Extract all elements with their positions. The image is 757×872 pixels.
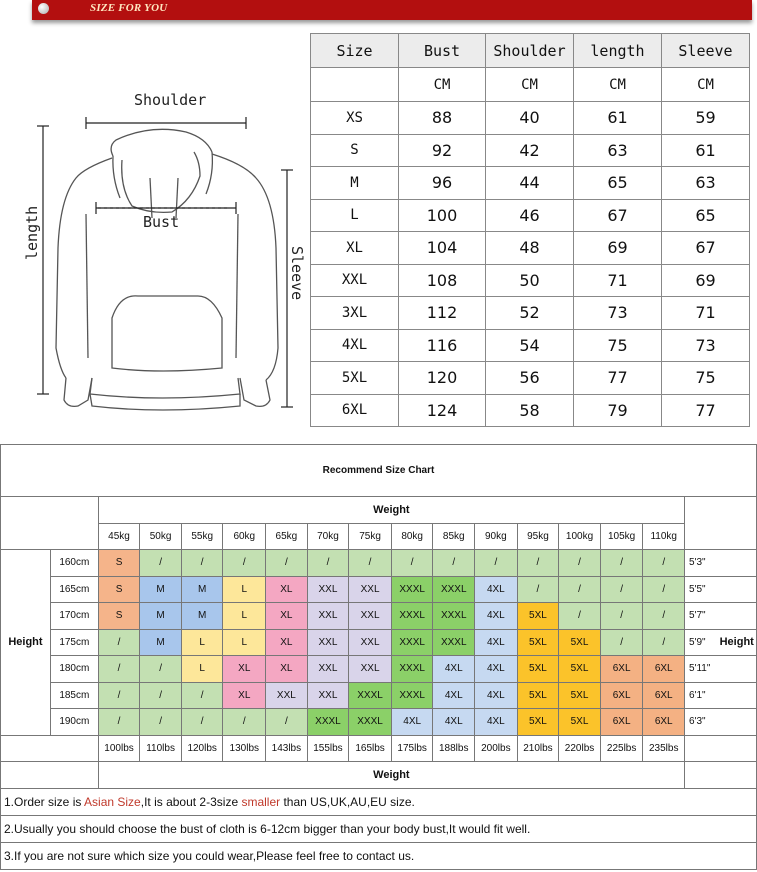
size-recommendation: /	[517, 550, 559, 577]
unit-cell: CM	[574, 68, 662, 102]
size-recommendation: XXL	[266, 682, 308, 709]
measure-cell: 56	[486, 362, 574, 395]
hoodie-diagram	[0, 28, 310, 428]
header-size: Size	[311, 34, 399, 68]
measure-cell: 73	[662, 329, 750, 362]
note-2: 2.Usually you should choose the bust of cloth is 6-12cm bigger than your body bust,It would fit well.	[1, 815, 757, 842]
lbs-footer: 188lbs	[433, 735, 475, 762]
weight-blank	[1, 762, 99, 789]
measure-cell: 40	[486, 102, 574, 135]
size-recommendation: /	[98, 629, 140, 656]
size-recommendation: XXXL	[349, 682, 392, 709]
measure-cell: 65	[574, 167, 662, 200]
size-cell: 6XL	[311, 394, 399, 427]
lbs-footer: 225lbs	[600, 735, 643, 762]
measure-cell: 112	[399, 297, 486, 330]
pin-icon	[38, 3, 49, 14]
size-recommendation: 6XL	[600, 656, 643, 683]
measure-cell: 69	[574, 232, 662, 265]
measure-cell: 108	[399, 264, 486, 297]
size-row	[311, 394, 750, 427]
size-cell: 3XL	[311, 297, 399, 330]
size-recommendation: /	[98, 656, 140, 683]
size-recommendation: /	[223, 709, 266, 736]
size-table	[310, 33, 750, 427]
lbs-footer: 220lbs	[559, 735, 601, 762]
height-ft: 5'5"	[685, 576, 757, 603]
size-recommendation: S	[98, 576, 140, 603]
size-recommendation: /	[559, 576, 601, 603]
size-recommendation: /	[307, 550, 349, 577]
lbs-footer: 235lbs	[643, 735, 685, 762]
size-row	[311, 199, 750, 232]
size-recommendation: /	[98, 682, 140, 709]
lbs-footer: 130lbs	[223, 735, 266, 762]
measure-cell: 100	[399, 199, 486, 232]
size-row	[311, 134, 750, 167]
size-recommendation: XXXL	[349, 709, 392, 736]
size-recommendation: L	[181, 656, 223, 683]
measure-cell: 116	[399, 329, 486, 362]
top-banner	[32, 0, 752, 20]
header-length: length	[574, 34, 662, 68]
size-recommendation: 4XL	[475, 682, 518, 709]
size-recommendation: XXL	[307, 629, 349, 656]
size-recommendation: S	[98, 603, 140, 630]
kg-header: 70kg	[307, 523, 349, 550]
size-recommendation: XXXL	[433, 603, 475, 630]
measure-cell: 96	[399, 167, 486, 200]
size-recommendation: /	[643, 550, 685, 577]
size-recommendation: /	[181, 682, 223, 709]
kg-header: 85kg	[433, 523, 475, 550]
height-row	[1, 603, 757, 630]
size-cell: M	[311, 167, 399, 200]
measure-cell: 63	[574, 134, 662, 167]
kg-header: 80kg	[391, 523, 433, 550]
size-recommendation: 6XL	[600, 709, 643, 736]
size-recommendation: XL	[223, 656, 266, 683]
measure-cell: 75	[574, 329, 662, 362]
header-sleeve: Sleeve	[662, 34, 750, 68]
weight-label-bottom: Weight	[98, 762, 684, 789]
banner-text: SIZE FOR YOU	[90, 2, 168, 14]
size-recommendation: 5XL	[517, 603, 559, 630]
size-recommendation: 4XL	[391, 709, 433, 736]
measure-cell: 61	[574, 102, 662, 135]
shoulder-label: Shoulder	[134, 91, 207, 109]
unit-cell: CM	[486, 68, 574, 102]
size-recommendation: XXXL	[391, 629, 433, 656]
height-row	[1, 682, 757, 709]
height-label-left: Height	[1, 550, 51, 736]
size-recommendation: 4XL	[475, 656, 518, 683]
size-recommendation: /	[266, 550, 308, 577]
size-row	[311, 264, 750, 297]
size-recommendation: /	[266, 709, 308, 736]
measure-cell: 54	[486, 329, 574, 362]
size-recommendation: /	[600, 603, 643, 630]
size-cell: XL	[311, 232, 399, 265]
recommend-table	[0, 444, 757, 870]
size-cell: 5XL	[311, 362, 399, 395]
size-recommendation: /	[181, 550, 223, 577]
size-recommendation: XXL	[307, 656, 349, 683]
size-cell: 4XL	[311, 329, 399, 362]
size-recommendation: /	[600, 576, 643, 603]
measure-cell: 46	[486, 199, 574, 232]
height-cm: 185cm	[50, 682, 98, 709]
size-recommendation: /	[140, 709, 182, 736]
length-label: length	[23, 205, 41, 260]
measure-cell: 79	[574, 394, 662, 427]
size-recommendation: XL	[223, 682, 266, 709]
measure-cell: 42	[486, 134, 574, 167]
measure-cell: 92	[399, 134, 486, 167]
size-recommendation: M	[140, 576, 182, 603]
kg-header: 110kg	[643, 523, 685, 550]
size-recommendation: /	[391, 550, 433, 577]
height-cm: 170cm	[50, 603, 98, 630]
size-recommendation: /	[475, 550, 518, 577]
height-row	[1, 656, 757, 683]
measure-cell: 75	[662, 362, 750, 395]
size-recommendation: M	[140, 603, 182, 630]
size-recommendation: L	[181, 629, 223, 656]
size-recommendation: XXL	[307, 576, 349, 603]
size-recommendation: XXL	[349, 576, 392, 603]
size-recommendation: XXXL	[433, 629, 475, 656]
measure-cell: 69	[662, 264, 750, 297]
kg-header: 60kg	[223, 523, 266, 550]
size-recommendation: /	[181, 709, 223, 736]
size-recommendation: 5XL	[559, 629, 601, 656]
header-shoulder: Shoulder	[486, 34, 574, 68]
size-recommendation: 4XL	[475, 603, 518, 630]
size-recommendation: XXXL	[391, 682, 433, 709]
size-recommendation: 4XL	[433, 656, 475, 683]
size-row	[311, 329, 750, 362]
size-recommendation: 5XL	[517, 629, 559, 656]
height-ft: 5'3"	[685, 550, 757, 577]
size-recommendation: 6XL	[643, 682, 685, 709]
weight-label-top: Weight	[98, 497, 684, 524]
height-row	[1, 629, 757, 656]
size-recommendation: /	[600, 550, 643, 577]
measure-cell: 67	[574, 199, 662, 232]
size-recommendation: XXL	[349, 603, 392, 630]
unit-blank	[311, 68, 399, 102]
measure-cell: 63	[662, 167, 750, 200]
size-recommendation: XL	[266, 576, 308, 603]
size-recommendation: XL	[266, 603, 308, 630]
size-recommendation: XL	[266, 629, 308, 656]
size-recommendation: XXXL	[433, 576, 475, 603]
size-recommendation: /	[433, 550, 475, 577]
lbs-footer: 165lbs	[349, 735, 392, 762]
size-recommendation: 5XL	[517, 682, 559, 709]
measure-cell: 48	[486, 232, 574, 265]
measure-cell: 59	[662, 102, 750, 135]
unit-cell: CM	[399, 68, 486, 102]
height-ft: 5'7"	[685, 603, 757, 630]
size-recommendation: /	[643, 603, 685, 630]
kg-header: 75kg	[349, 523, 392, 550]
size-recommendation: /	[223, 550, 266, 577]
size-recommendation: 4XL	[475, 629, 518, 656]
height-cm: 175cm	[50, 629, 98, 656]
kg-header: 95kg	[517, 523, 559, 550]
height-row	[1, 709, 757, 736]
size-recommendation: /	[98, 709, 140, 736]
kg-header: 55kg	[181, 523, 223, 550]
size-recommendation: /	[559, 603, 601, 630]
measure-cell: 44	[486, 167, 574, 200]
size-recommendation: /	[600, 629, 643, 656]
size-recommendation: 5XL	[517, 656, 559, 683]
size-recommendation: M	[181, 576, 223, 603]
size-recommendation: M	[140, 629, 182, 656]
size-recommendation: 4XL	[475, 709, 518, 736]
size-recommendation: 5XL	[559, 656, 601, 683]
size-recommendation: 6XL	[643, 656, 685, 683]
height-cm: 165cm	[50, 576, 98, 603]
corner-blank-right	[685, 497, 757, 550]
size-recommendation: XXL	[307, 682, 349, 709]
size-recommendation: 5XL	[559, 709, 601, 736]
size-recommendation: /	[140, 682, 182, 709]
size-recommendation: /	[140, 550, 182, 577]
measure-cell: 61	[662, 134, 750, 167]
size-recommendation: XXXL	[391, 576, 433, 603]
kg-header: 50kg	[140, 523, 182, 550]
lbs-footer: 143lbs	[266, 735, 308, 762]
size-recommendation: XXL	[349, 656, 392, 683]
size-recommendation: XL	[266, 656, 308, 683]
lbs-blank	[1, 735, 99, 762]
kg-header: 100kg	[559, 523, 601, 550]
kg-header: 105kg	[600, 523, 643, 550]
lbs-footer: 110lbs	[140, 735, 182, 762]
size-row	[311, 167, 750, 200]
measure-cell: 65	[662, 199, 750, 232]
height-cm: 180cm	[50, 656, 98, 683]
bust-label: Bust	[143, 213, 180, 231]
sleeve-label: Sleeve	[288, 246, 306, 301]
note-1: 1.Order size is Asian Size,It is about 2-3size smaller than US,UK,AU,EU size.	[1, 788, 757, 815]
size-row	[311, 102, 750, 135]
size-recommendation: 5XL	[559, 682, 601, 709]
lbs-footer: 100lbs	[98, 735, 140, 762]
kg-header: 90kg	[475, 523, 518, 550]
measure-cell: 77	[662, 394, 750, 427]
size-cell: L	[311, 199, 399, 232]
size-recommendation: XXL	[307, 603, 349, 630]
size-cell: S	[311, 134, 399, 167]
lbs-footer: 155lbs	[307, 735, 349, 762]
lbs-footer: 210lbs	[517, 735, 559, 762]
note-3: 3.If you are not sure which size you could wear,Please feel free to contact us.	[1, 842, 757, 869]
lbs-footer: 200lbs	[475, 735, 518, 762]
recommend-title: Recommend Size Chart	[1, 445, 757, 497]
measure-cell: 52	[486, 297, 574, 330]
size-recommendation: /	[643, 576, 685, 603]
size-cell: XXL	[311, 264, 399, 297]
recommend-size-chart	[0, 444, 757, 872]
lbs-footer: 175lbs	[391, 735, 433, 762]
size-cell: XS	[311, 102, 399, 135]
measure-cell: 104	[399, 232, 486, 265]
size-recommendation: 4XL	[475, 576, 518, 603]
size-recommendation: M	[181, 603, 223, 630]
lbs-blank-right	[685, 735, 757, 762]
corner-blank	[1, 497, 99, 550]
size-recommendation: L	[223, 603, 266, 630]
size-recommendation: 5XL	[517, 709, 559, 736]
unit-cell: CM	[662, 68, 750, 102]
measure-cell: 73	[574, 297, 662, 330]
size-recommendation: XXL	[349, 629, 392, 656]
height-label-right: Height	[719, 636, 754, 649]
weight-blank-right	[685, 762, 757, 789]
size-recommendation: /	[517, 576, 559, 603]
measure-cell: 71	[662, 297, 750, 330]
lbs-footer: 120lbs	[181, 735, 223, 762]
size-recommendation: L	[223, 576, 266, 603]
size-recommendation: 6XL	[643, 709, 685, 736]
size-recommendation: L	[223, 629, 266, 656]
size-recommendation: 4XL	[433, 709, 475, 736]
height-ft: 5'11"	[685, 656, 757, 683]
height-cm: 190cm	[50, 709, 98, 736]
size-row	[311, 232, 750, 265]
size-recommendation: /	[140, 656, 182, 683]
size-recommendation: 6XL	[600, 682, 643, 709]
height-ft-value: 5'9"	[689, 637, 706, 649]
height-ft: 6'3"	[685, 709, 757, 736]
measure-cell: 124	[399, 394, 486, 427]
size-recommendation: /	[559, 550, 601, 577]
measure-cell: 77	[574, 362, 662, 395]
header-bust: Bust	[399, 34, 486, 68]
kg-header: 65kg	[266, 523, 308, 550]
measure-cell: 88	[399, 102, 486, 135]
size-recommendation: S	[98, 550, 140, 577]
height-ft: 6'1"	[685, 682, 757, 709]
size-recommendation: /	[349, 550, 392, 577]
measure-cell: 120	[399, 362, 486, 395]
measure-cell: 71	[574, 264, 662, 297]
measure-cell: 58	[486, 394, 574, 427]
measure-cell: 50	[486, 264, 574, 297]
height-row	[1, 550, 757, 577]
size-row	[311, 362, 750, 395]
height-ft	[685, 629, 757, 656]
size-recommendation: XXXL	[391, 603, 433, 630]
kg-header: 45kg	[98, 523, 140, 550]
height-row	[1, 576, 757, 603]
height-cm: 160cm	[50, 550, 98, 577]
size-recommendation: XXXL	[307, 709, 349, 736]
size-recommendation: XXXL	[391, 656, 433, 683]
size-row	[311, 297, 750, 330]
size-recommendation: /	[643, 629, 685, 656]
measure-cell: 67	[662, 232, 750, 265]
size-recommendation: 4XL	[433, 682, 475, 709]
